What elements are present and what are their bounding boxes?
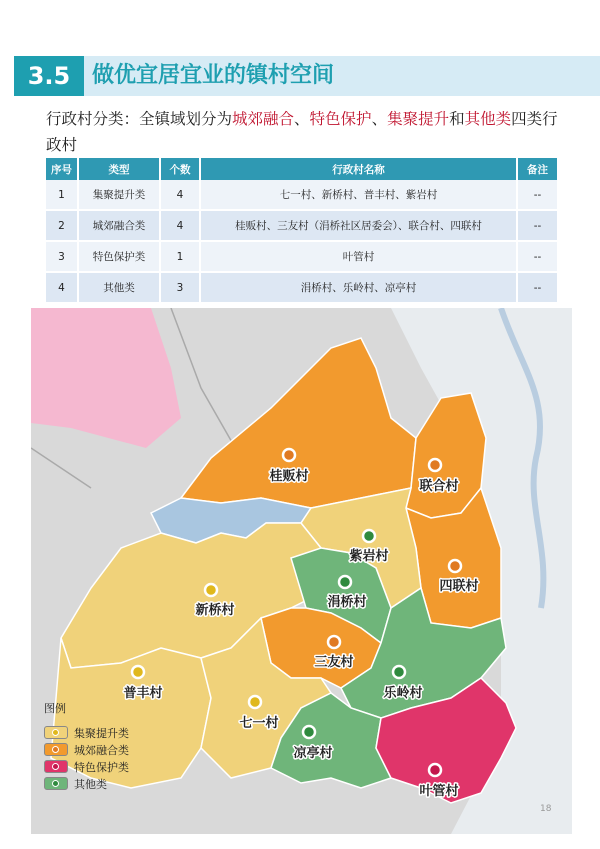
intro-separator: 、: [371, 110, 388, 128]
table-row: [46, 210, 557, 241]
section-number: 3.5: [14, 56, 84, 96]
cell-village-names: 涓桥村、乐岭村、凉亭村: [200, 272, 517, 303]
section-header: [0, 56, 600, 96]
cell-index: 3: [46, 241, 78, 272]
cell-village-names: 叶管村: [200, 241, 517, 272]
cell-remarks: --: [517, 180, 557, 210]
section-title: 做优宜居宜业的镇村空间: [92, 63, 335, 88]
table-row: [46, 241, 557, 272]
intro-highlight-suburban: 城郊融合: [232, 110, 295, 128]
village-classification-table: [46, 158, 557, 304]
intro-highlight-agglomeration: 集聚提升: [387, 110, 450, 128]
cell-village-names: 桂贩村、三友村（涓桥社区居委会）、联合村、四联村: [200, 210, 517, 241]
label-qiyi: 七一村: [239, 716, 279, 731]
intro-separator: 、: [294, 110, 310, 128]
cell-remarks: --: [517, 210, 557, 241]
legend-title: 图例: [44, 702, 66, 715]
cell-count: 1: [160, 241, 200, 272]
section-title-bar: [84, 56, 600, 96]
header-index: 序号: [46, 158, 78, 180]
cell-remarks: --: [517, 272, 557, 303]
cell-remarks: --: [517, 241, 557, 272]
legend-item: [44, 741, 164, 758]
intro-conjunction: 和: [449, 110, 465, 128]
label-juanqiao: 涓桥村: [327, 595, 367, 610]
label-yeguan: 叶管村: [419, 784, 459, 799]
intro-text-end: 四类行政村: [46, 110, 558, 154]
label-silian: 四联村: [439, 579, 479, 594]
legend-label: 其他类: [74, 777, 107, 791]
label-liangting: 凉亭村: [293, 746, 333, 761]
cell-count: 4: [160, 180, 200, 210]
table-row: [46, 272, 557, 303]
cell-type: 集聚提升类: [78, 180, 160, 210]
cell-index: 2: [46, 210, 78, 241]
cell-index: 1: [46, 180, 78, 210]
legend-label: 城郊融合类: [74, 743, 129, 757]
legend-label: 特色保护类: [74, 760, 129, 774]
label-lianhe: 联合村: [419, 479, 459, 494]
page-number: 18: [540, 804, 552, 814]
intro-highlight-protection: 特色保护: [309, 110, 372, 128]
label-pufeng: 普丰村: [123, 686, 163, 701]
intro-text: 行政村分类：全镇域划分为: [46, 110, 233, 128]
intro-highlight-other: 其他类: [464, 110, 512, 128]
legend-swatch-protection: [44, 760, 68, 773]
cell-type: 其他类: [78, 272, 160, 303]
legend-item: [44, 758, 164, 775]
cell-type: 特色保护类: [78, 241, 160, 272]
header-remarks: 备注: [517, 158, 557, 180]
legend-item: [44, 724, 164, 741]
label-leling: 乐岭村: [383, 686, 423, 701]
legend-label: 集聚提升类: [74, 726, 129, 740]
cell-type: 城郊融合类: [78, 210, 160, 241]
legend-item: [44, 775, 164, 792]
label-xinqiao: 新桥村: [195, 603, 235, 618]
intro-paragraph: [46, 106, 566, 158]
label-guifan: 桂贩村: [269, 469, 309, 484]
map-legend: [44, 700, 164, 792]
cell-index: 4: [46, 272, 78, 303]
header-type: 类型: [78, 158, 160, 180]
header-count: 个数: [160, 158, 200, 180]
table-header-row: [46, 158, 557, 180]
cell-count: 3: [160, 272, 200, 303]
header-village-names: 行政村名称: [200, 158, 517, 180]
cell-village-names: 七一村、新桥村、普丰村、紫岩村: [200, 180, 517, 210]
legend-swatch-other: [44, 777, 68, 790]
legend-swatch-agglomeration: [44, 726, 68, 739]
cell-count: 4: [160, 210, 200, 241]
label-sanyou: 三友村: [314, 655, 354, 670]
legend-swatch-suburban: [44, 743, 68, 756]
table-row: [46, 180, 557, 210]
label-ziyan: 紫岩村: [349, 549, 389, 564]
